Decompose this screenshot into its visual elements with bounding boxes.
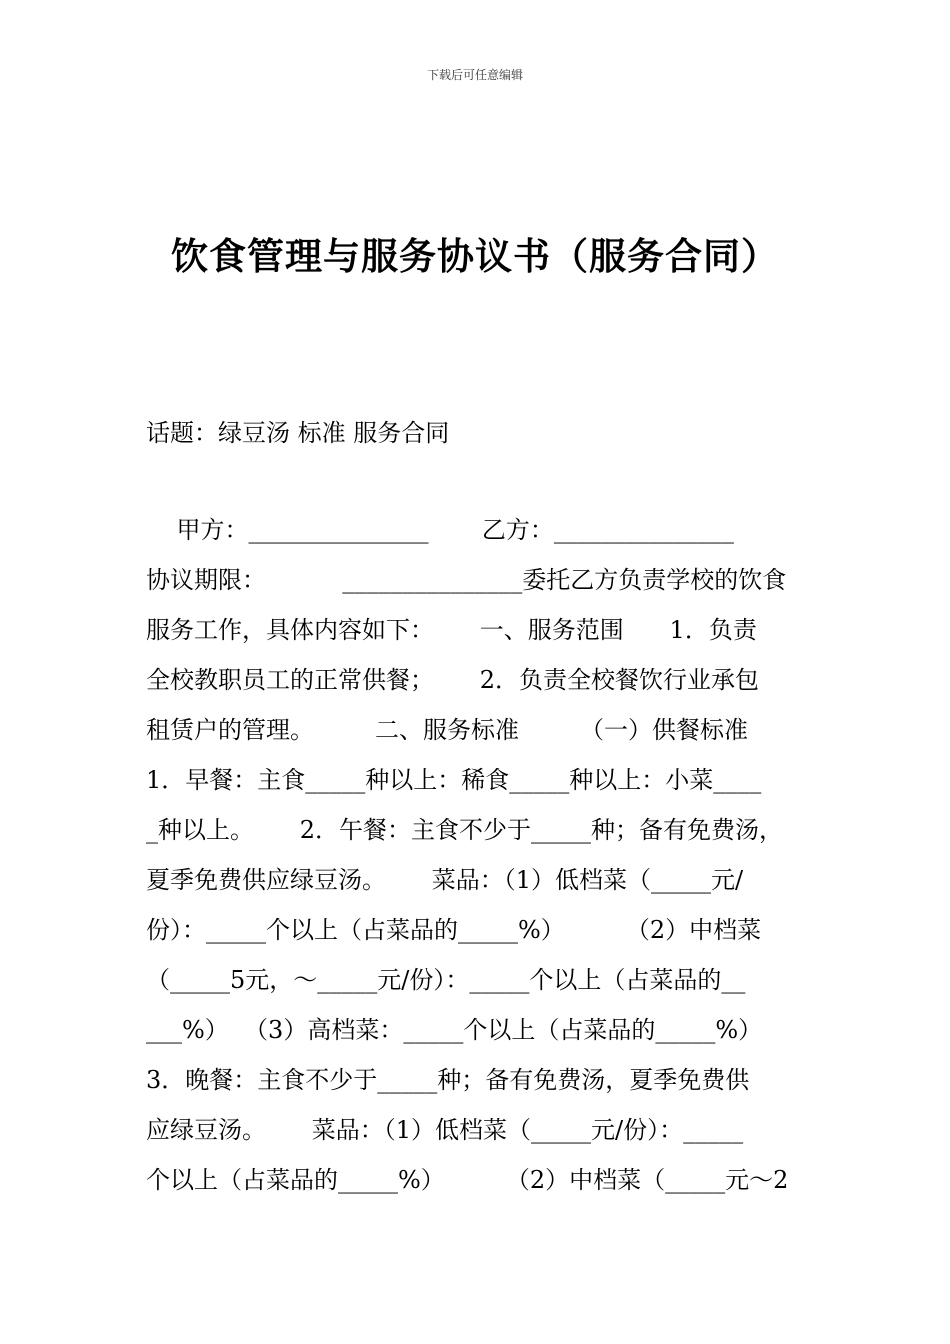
body-line: _种以上。 2．午餐：主食不少于_____种；备有免费汤，: [146, 816, 784, 844]
body-line: 应绿豆汤。 菜品：（1）低档菜（_____元/份）：_____: [146, 1116, 744, 1144]
body-line: 全校教职员工的正常供餐； 2．负责全校餐饮行业承包: [146, 666, 760, 694]
body-line: 甲方：_______________ 乙方：_______________: [146, 516, 734, 544]
body-line: 夏季免费供应绿豆汤。 菜品：（1）低档菜（_____元/: [146, 866, 744, 894]
document-title: 饮食管理与服务协议书（服务合同）: [171, 234, 779, 278]
body-line: 1．早餐：主食_____种以上：稀食_____种以上：小菜____: [146, 766, 762, 794]
body-line: 协议期限： _______________委托乙方负责学校的饮食: [146, 566, 787, 594]
topic-line: 话题：绿豆汤 标准 服务合同: [146, 419, 450, 447]
header-note: 下载后可任意编辑: [426, 68, 523, 82]
body-line: 3．晚餐：主食不少于_____种；备有免费汤，夏季免费供: [146, 1066, 750, 1094]
body-line: 个以上（占菜品的_____%） （2）中档菜（_____元～2: [146, 1166, 789, 1194]
body-line: （_____5元，～_____元/份）：_____个以上（占菜品的__: [146, 966, 746, 994]
body-line: ___%） （3）高档菜：_____个以上（占菜品的_____%）: [146, 1016, 763, 1044]
body-line: 份）：_____个以上（占菜品的_____%） （2）中档菜: [146, 916, 762, 944]
document-body: [146, 505, 846, 1205]
body-line: 服务工作，具体内容如下： 一、服务范围 1．负责: [146, 616, 757, 644]
body-line: 租赁户的管理。 二、服务标准 （一）供餐标准: [146, 716, 749, 744]
